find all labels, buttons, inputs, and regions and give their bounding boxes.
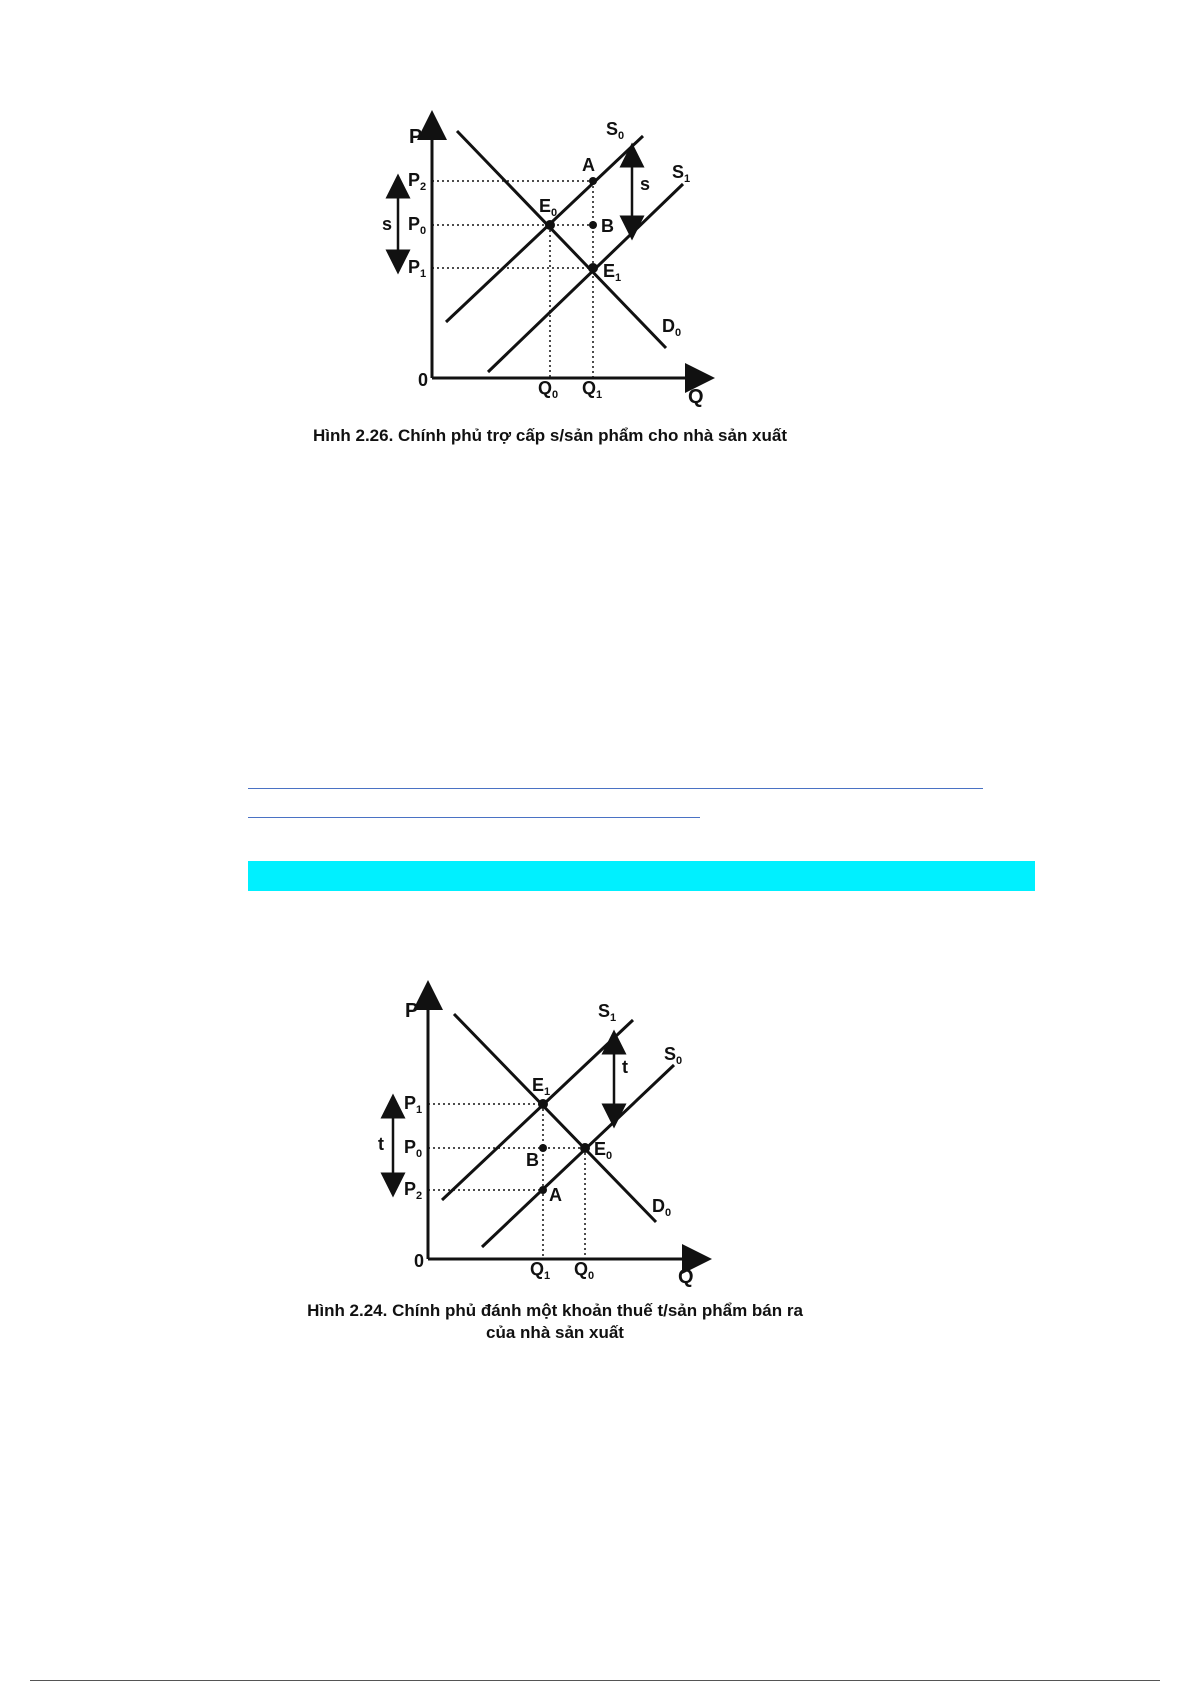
figure1-caption: Hình 2.26. Chính phủ trợ cấp s/sản phẩm cho nhà sản xuất xyxy=(313,426,787,445)
p0-label: $P_0$ xyxy=(408,214,427,237)
supply-curve-s1 xyxy=(488,184,683,372)
figure-subsidy xyxy=(0,0,1191,470)
e0-label: $E_0$ xyxy=(594,1139,613,1162)
origin-label: 0 xyxy=(414,1251,425,1271)
p0-label: $P_0$ xyxy=(404,1137,423,1160)
point-e1 xyxy=(538,1099,548,1109)
point-b-label: B xyxy=(526,1150,539,1170)
shift-arrow-label: s xyxy=(640,174,651,194)
point-e1 xyxy=(588,263,598,273)
link-underline-1[interactable] xyxy=(248,788,983,789)
point-e0 xyxy=(545,220,555,230)
p2-label: $P_2$ xyxy=(408,170,427,193)
demand-curve-d0 xyxy=(457,131,666,348)
point-a-label: A xyxy=(549,1185,562,1205)
p2-label: $P_2$ xyxy=(404,1179,423,1202)
origin-label: 0 xyxy=(418,370,429,390)
link-underline-2[interactable] xyxy=(248,817,700,818)
s0-label: $S_0$ xyxy=(664,1044,683,1067)
figure2-caption-line2: của nhà sản xuất xyxy=(486,1323,624,1342)
figure-tax xyxy=(0,980,1191,1340)
point-a xyxy=(589,177,597,185)
e0-label: $E_0$ xyxy=(539,196,558,219)
p-axis-label: P xyxy=(409,126,423,148)
point-a xyxy=(539,1186,547,1194)
page-bottom-rule xyxy=(30,1680,1160,1681)
supply-curve-s1 xyxy=(442,1020,633,1200)
q1-label: $Q_1$ xyxy=(582,378,603,401)
subsidy-diagram xyxy=(0,0,1191,470)
e1-label: $E_1$ xyxy=(532,1075,551,1098)
point-a-label: A xyxy=(582,155,595,175)
point-e0 xyxy=(580,1143,590,1153)
figure2-caption xyxy=(245,1300,865,1344)
q1-label: $Q_1$ xyxy=(530,1259,551,1282)
q0-label: $Q_0$ xyxy=(574,1259,595,1282)
q0-label: $Q_0$ xyxy=(538,378,559,401)
point-b-label: B xyxy=(601,216,614,236)
q-axis-label: Q xyxy=(678,1266,694,1288)
q-axis-label: Q xyxy=(688,386,704,408)
point-b xyxy=(589,221,597,229)
p1-label: $P_1$ xyxy=(404,1093,423,1116)
highlight-bar xyxy=(248,861,1035,891)
d0-label: $D_0$ xyxy=(662,316,682,339)
s0-label: $S_0$ xyxy=(606,119,625,142)
d0-label: $D_0$ xyxy=(652,1196,672,1219)
tax-diagram xyxy=(0,980,1191,1340)
side-arrow-label: t xyxy=(378,1134,384,1154)
supply-curve-s0 xyxy=(482,1065,674,1247)
figure2-caption-line1: Hình 2.24. Chính phủ đánh một khoản thuế t/sản phẩm bán ra xyxy=(307,1301,803,1320)
s1-label: $S_1$ xyxy=(598,1001,617,1024)
shift-arrow-label: t xyxy=(622,1057,628,1077)
point-b xyxy=(539,1144,547,1152)
e1-label: $E_1$ xyxy=(603,261,622,284)
p-axis-label: P xyxy=(405,1000,419,1022)
side-arrow-label: s xyxy=(382,214,393,234)
p1-label: $P_1$ xyxy=(408,257,427,280)
s1-label: $S_1$ xyxy=(672,162,691,185)
